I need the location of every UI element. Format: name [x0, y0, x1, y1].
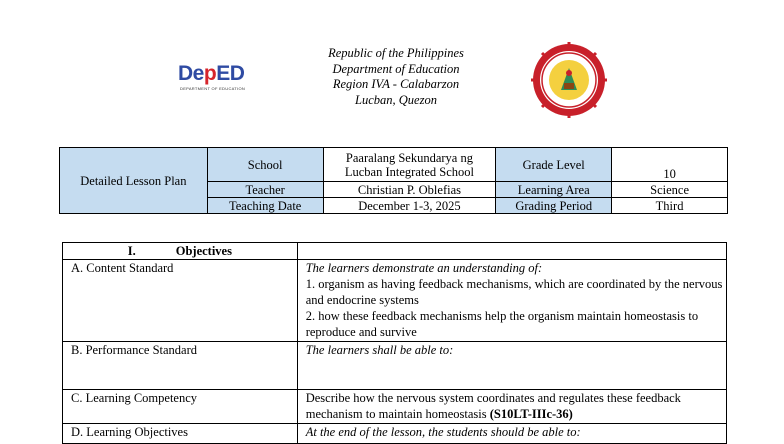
- school-label: School: [207, 148, 323, 182]
- school-seal-icon: [531, 42, 607, 118]
- deped-logo-text: DepED: [178, 62, 245, 85]
- learning-objectives-label: D. Learning Objectives: [63, 424, 298, 444]
- performance-standard-label: B. Performance Standard: [63, 342, 298, 390]
- letterhead-line-4: Lucban, Quezon: [355, 92, 437, 107]
- teacher-label: Teacher: [207, 182, 323, 198]
- plan-title-cell: [60, 148, 208, 214]
- teacher-value: Christian P. Oblefias: [323, 182, 496, 198]
- objectives-table: [62, 242, 727, 444]
- learning-objectives-text: At the end of the lesson, the students should be able to:: [297, 424, 726, 444]
- lesson-info-table: [59, 147, 728, 214]
- deped-logo-subtitle: DEPARTMENT OF EDUCATION: [180, 86, 246, 91]
- period-label: Grading Period: [496, 198, 612, 214]
- date-label: Teaching Date: [207, 198, 323, 214]
- plan-title: Detailed Lesson Plan: [80, 173, 187, 188]
- letterhead-line-3: Region IVA - Calabarzon: [332, 77, 460, 91]
- letterhead-line-1: Republic of the Philippines: [328, 46, 464, 60]
- letterhead-line-2: Department of Education: [332, 61, 460, 76]
- deped-logo: [178, 62, 258, 96]
- learning-competency-label: C. Learning Competency: [63, 390, 298, 424]
- date-value: December 1-3, 2025: [323, 198, 496, 214]
- content-standard-text: The learners demonstrate an understanding of: 1. organism as having feedback mechanisms, which are coordinated by the nervous and endocrine systems 2. how these feedback mechanisms help the organism maintain homeostasis to reproduce and survive: [297, 260, 726, 342]
- performance-standard-text: The learners shall be able to:: [297, 342, 726, 390]
- learning-competency-text: Describe how the nervous system coordinates and regulates these feedback mechanism to maintain homeostasis (S10LT-IIIc-36): [297, 390, 726, 424]
- objectives-heading-blank: [297, 243, 726, 260]
- grade-value: 10: [612, 148, 728, 182]
- area-label: Learning Area: [496, 182, 612, 198]
- grade-label: Grade Level: [496, 148, 612, 182]
- area-value: Science: [612, 182, 728, 198]
- school-value: Paaralang Sekundarya ng Lucban Integrated School: [323, 148, 496, 182]
- objectives-heading: I. Objectives: [63, 243, 298, 260]
- period-value: Third: [612, 198, 728, 214]
- content-standard-label: A. Content Standard: [63, 260, 298, 342]
- letterhead: [0, 46, 784, 108]
